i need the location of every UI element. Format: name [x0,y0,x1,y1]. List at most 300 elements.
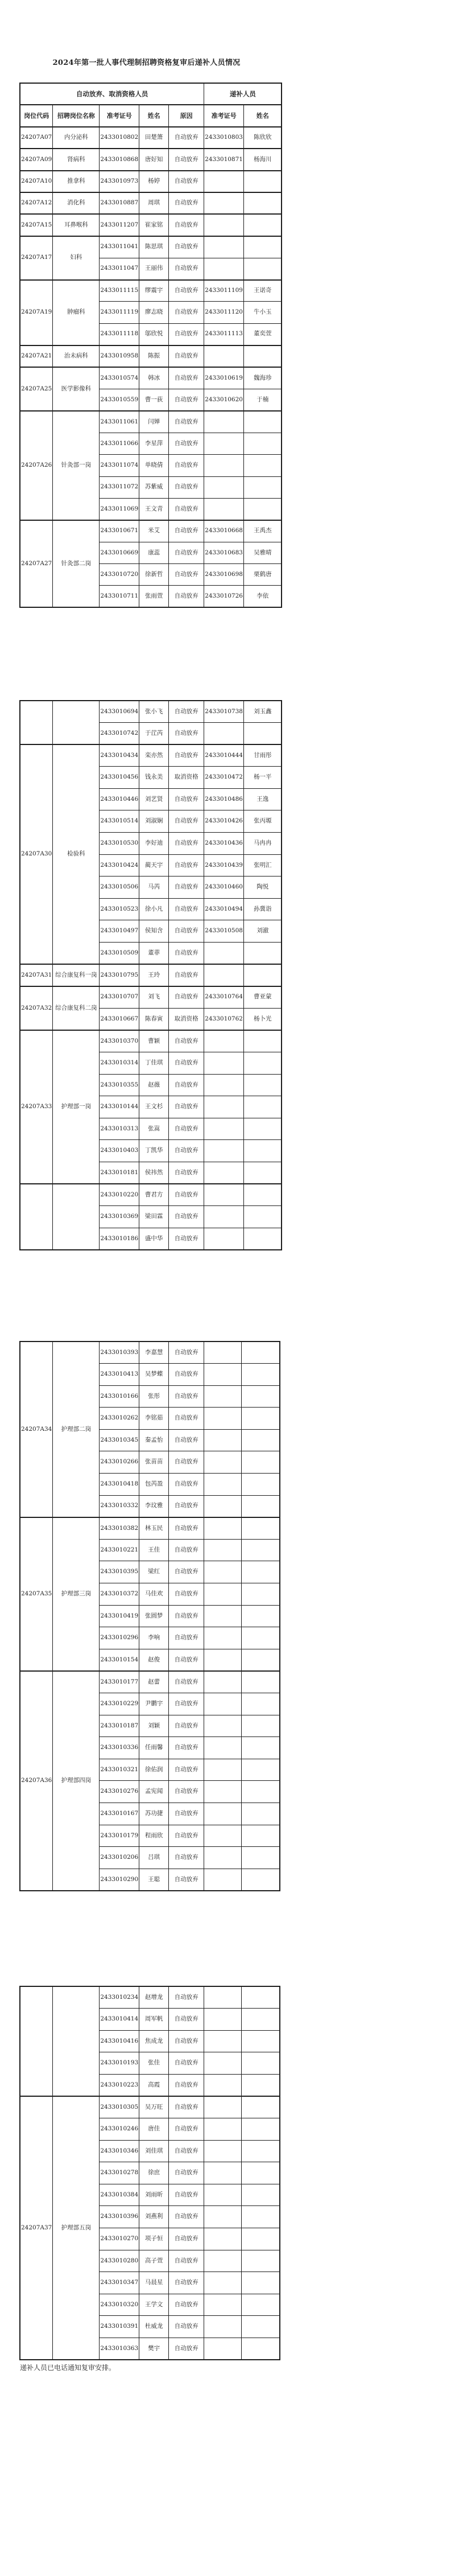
reason-cell: 自动放弃 [169,1847,204,1869]
ticket-number-cell: 2433011041 [100,236,139,258]
ticket-number-cell: 2433010372 [100,1583,139,1606]
supplement-name-cell [242,1539,280,1561]
candidate-name-cell: 张佳 [139,2052,169,2075]
position-title-cell: 护理部五岗 [53,2096,100,2360]
position-code-cell: 24207A35 [20,1517,53,1671]
reason-cell: 自动放弃 [169,127,204,149]
supplement-name-cell: 刘玉鑫 [243,701,282,723]
group-header-giveup: 自动放弃、取消资格人员 [20,83,204,105]
candidate-name-cell: 刘雨昕 [139,2184,169,2206]
supplement-ticket-cell [204,1074,244,1096]
candidate-name-cell: 赵薇 [139,1074,169,1096]
candidate-name-cell: 马芮 [139,877,169,899]
candidate-name-cell: 李嘉慧 [139,1342,169,1364]
candidate-name-cell: 刘燕利 [139,2206,169,2228]
supplement-ticket-cell: 2433010764 [204,986,244,1009]
position-title-cell: 肿瘤科 [53,280,100,345]
ticket-number-cell: 2433010336 [100,1737,139,1759]
candidate-name-cell: 吕琪 [139,1847,169,1869]
supplement-ticket-cell: 2433011120 [204,302,244,323]
supplement-name-cell [243,723,282,745]
candidate-name-cell: 田楚箫 [139,127,169,149]
supplement-name-cell [242,2118,280,2141]
ticket-number-cell: 2433010179 [100,1825,139,1847]
supplement-name-cell: 陶悦 [243,877,282,899]
supplement-ticket-cell [204,2118,242,2141]
supplement-name-cell [242,1715,280,1737]
ticket-number-cell: 2433010166 [100,1385,139,1408]
reason-cell: 自动放弃 [169,2140,204,2162]
candidate-name-cell: 王学文 [139,2294,169,2316]
reason-cell: 自动放弃 [169,1451,204,1474]
supplement-ticket-cell [204,1030,244,1052]
reason-cell: 自动放弃 [169,1052,204,1075]
table-row [20,280,282,302]
supplement-ticket-cell [204,455,244,476]
position-code-cell: 24207A25 [20,367,53,411]
supplement-name-cell [243,455,282,476]
candidate-name-cell: 杨婷 [139,171,169,192]
position-title-cell: 医学影像科 [53,367,100,411]
candidate-name-cell: 单晓倩 [139,455,169,476]
supplement-ticket-cell [204,2228,242,2250]
position-code-cell: 24207A21 [20,345,53,367]
ticket-number-cell: 2433011119 [100,302,139,323]
reason-cell: 自动放弃 [169,833,204,855]
supplement-name-cell [242,2184,280,2206]
supplement-name-cell [242,1693,280,1715]
supplement-name-cell [243,258,282,279]
column-header-6: 姓名 [243,105,282,126]
ticket-number-cell: 2433010321 [100,1759,139,1781]
supplement-ticket-cell [204,1118,244,1140]
reason-cell: 自动放弃 [169,1583,204,1606]
ticket-number-cell: 2433010314 [100,1052,139,1075]
supplement-name-cell [242,1342,280,1364]
reason-cell: 自动放弃 [169,1184,204,1206]
table-row [20,1671,280,1693]
reason-cell: 自动放弃 [169,1649,204,1671]
reason-cell: 自动放弃 [169,2206,204,2228]
reason-cell: 自动放弃 [169,542,204,563]
position-title-cell [53,701,100,744]
reason-cell: 自动放弃 [169,192,204,214]
column-header-1: 招聘岗位名称 [53,105,100,126]
reason-cell: 自动放弃 [169,1474,204,1496]
ticket-number-cell: 2433010523 [100,898,139,920]
supplement-ticket-cell: 2433010620 [204,389,244,410]
results-table-page-3 [19,1341,280,1891]
supplement-ticket-cell: 2433010726 [204,586,244,607]
ticket-number-cell: 2433010413 [100,1364,139,1386]
ticket-number-cell: 2433010276 [100,1781,139,1803]
candidate-name-cell: 程雨欣 [139,1825,169,1847]
supplement-name-cell: 张明汇 [243,854,282,877]
supplement-name-cell: 陈欣欣 [243,127,282,149]
supplement-name-cell [243,1052,282,1075]
supplement-name-cell [242,1869,280,1891]
supplement-name-cell [242,1385,280,1408]
reason-cell: 自动放弃 [169,1539,204,1561]
supplement-ticket-cell [204,171,244,192]
candidate-name-cell: 焦成龙 [139,2030,169,2052]
supplement-ticket-cell [204,1693,242,1715]
candidate-name-cell: 王聪 [139,1869,169,1891]
reason-cell: 自动放弃 [169,302,204,323]
supplement-ticket-cell [204,1408,242,1430]
supplement-ticket-cell [204,1342,242,1364]
position-code-cell [20,701,53,744]
reason-cell: 自动放弃 [169,564,204,586]
candidate-name-cell: 曹君方 [139,1184,169,1206]
supplement-name-cell [242,1803,280,1825]
supplement-ticket-cell [204,1605,242,1627]
supplement-ticket-cell [204,1429,242,1451]
position-title-cell: 针灸部一岗 [53,411,100,520]
candidate-name-cell: 梁红 [139,1561,169,1583]
position-code-cell: 24207A09 [20,149,53,170]
candidate-name-cell: 周军帆 [139,2009,169,2031]
ticket-number-cell: 2433010144 [100,1096,139,1118]
candidate-name-cell: 唐佳 [139,2118,169,2141]
supplement-ticket-cell [204,1052,244,1075]
supplement-ticket-cell: 2433010436 [204,833,244,855]
position-title-cell: 综合康复科一岗 [53,964,100,986]
supplement-name-cell [242,1474,280,1496]
supplement-name-cell: 杨卜光 [243,1008,282,1030]
supplement-name-cell: 吴雅晴 [243,542,282,563]
supplement-ticket-cell: 2433011109 [204,280,244,302]
ticket-number-cell: 2433010456 [100,767,139,789]
ticket-number-cell: 2433010278 [100,2162,139,2184]
ticket-number-cell: 2433010369 [100,1206,139,1228]
supplement-name-cell [242,1451,280,1474]
supplement-name-cell [242,2272,280,2294]
ticket-number-cell: 2433010262 [100,1408,139,1430]
candidate-name-cell: 李星萍 [139,433,169,454]
supplement-ticket-cell: 2433010698 [204,564,244,586]
position-title-cell: 护理部二岗 [53,1342,100,1517]
supplement-ticket-cell [204,411,244,433]
ticket-number-cell: 2433010220 [100,1184,139,1206]
reason-cell: 自动放弃 [169,411,204,433]
ticket-number-cell: 2433010221 [100,1539,139,1561]
supplement-name-cell: 栗鹤唐 [243,564,282,586]
ticket-number-cell: 2433010868 [100,149,139,170]
candidate-name-cell: 张彤 [139,1385,169,1408]
candidate-name-cell: 张小飞 [139,701,169,723]
candidate-name-cell: 梁田霖 [139,1206,169,1228]
supplement-ticket-cell: 2433010444 [204,744,244,767]
supplement-name-cell [242,1825,280,1847]
reason-cell: 自动放弃 [169,1074,204,1096]
candidate-name-cell: 崔家铭 [139,214,169,236]
supplement-ticket-cell [204,1495,242,1517]
ticket-number-cell: 2433010370 [100,1030,139,1052]
supplement-name-cell [243,964,282,986]
ticket-number-cell: 2433010177 [100,1671,139,1693]
supplement-name-cell [242,1649,280,1671]
supplement-name-cell [242,1627,280,1649]
ticket-number-cell: 2433010694 [100,701,139,723]
supplement-name-cell [242,1561,280,1583]
candidate-name-cell: 徐佑润 [139,1759,169,1781]
position-code-cell: 24207A37 [20,2096,53,2360]
candidate-name-cell: 唐好知 [139,149,169,170]
supplement-ticket-cell: 2433010426 [204,810,244,833]
reason-cell: 自动放弃 [169,149,204,170]
supplement-ticket-cell [204,1847,242,1869]
supplement-name-cell [243,411,282,433]
supplement-ticket-cell: 2433010762 [204,1008,244,1030]
column-header-row [20,105,282,126]
ticket-number-cell: 2433010347 [100,2272,139,2294]
candidate-name-cell: 韩冰 [139,367,169,389]
supplement-name-cell: 孙冀诣 [243,898,282,920]
candidate-name-cell: 张苗苗 [139,1451,169,1474]
ticket-number-cell: 2433010802 [100,127,139,149]
reason-cell: 自动放弃 [169,345,204,367]
ticket-number-cell: 2433010424 [100,854,139,877]
position-title-cell: 护理部四岗 [53,1671,100,1891]
supplement-ticket-cell: 2433010803 [204,127,244,149]
candidate-name-cell: 蔺天宇 [139,854,169,877]
supplement-ticket-cell [204,1583,242,1606]
reason-cell: 自动放弃 [169,810,204,833]
reason-cell: 自动放弃 [169,236,204,258]
ticket-number-cell: 2433010246 [100,2118,139,2141]
candidate-name-cell: 刘佳琪 [139,2140,169,2162]
candidate-name-cell: 杜威龙 [139,2316,169,2338]
reason-cell: 自动放弃 [169,2294,204,2316]
column-header-4: 原因 [169,105,204,126]
ticket-number-cell: 2433010887 [100,192,139,214]
supplement-ticket-cell [204,433,244,454]
position-code-cell: 24207A26 [20,411,53,520]
supplement-name-cell [243,192,282,214]
ticket-number-cell: 2433010530 [100,833,139,855]
candidate-name-cell: 赵蕾 [139,1671,169,1693]
reason-cell: 自动放弃 [169,1605,204,1627]
candidate-name-cell: 陈振 [139,345,169,367]
supplement-ticket-cell: 2433010486 [204,788,244,810]
reason-cell: 自动放弃 [169,877,204,899]
supplement-ticket-cell [204,2272,242,2294]
reason-cell: 自动放弃 [169,1364,204,1386]
reason-cell: 自动放弃 [169,701,204,723]
ticket-number-cell: 2433010446 [100,788,139,810]
table-row [20,236,282,258]
supplement-name-cell [243,214,282,236]
ticket-number-cell: 2433010280 [100,2250,139,2272]
supplement-name-cell [243,1206,282,1228]
candidate-name-cell: 盛中华 [139,1228,169,1250]
ticket-number-cell: 2433010345 [100,1429,139,1451]
results-table-page-2 [19,700,282,1250]
supplement-name-cell [243,1030,282,1052]
reason-cell: 自动放弃 [169,2184,204,2206]
supplement-ticket-cell [204,498,244,520]
group-header-row [20,83,282,105]
ticket-number-cell: 2433011074 [100,455,139,476]
candidate-name-cell: 曹一荻 [139,389,169,410]
supplement-ticket-cell [204,236,244,258]
supplement-ticket-cell [204,476,244,498]
candidate-name-cell: 邬欣悦 [139,323,169,345]
supplement-name-cell [243,476,282,498]
candidate-name-cell: 苏功捷 [139,1803,169,1825]
supplement-ticket-cell [204,2294,242,2316]
candidate-name-cell: 于茳芮 [139,723,169,745]
candidate-name-cell: 王文青 [139,498,169,520]
position-title-cell: 综合康复科二岗 [53,986,100,1030]
candidate-name-cell: 栾亦然 [139,744,169,767]
reason-cell: 自动放弃 [169,1737,204,1759]
supplement-ticket-cell [204,2009,242,2031]
ticket-number-cell: 2433010434 [100,744,139,767]
reason-cell: 自动放弃 [169,1495,204,1517]
supplement-name-cell [242,2338,280,2360]
ticket-number-cell: 2433010320 [100,2294,139,2316]
supplement-name-cell [242,2316,280,2338]
ticket-number-cell: 2433011118 [100,323,139,345]
supplement-ticket-cell [204,964,244,986]
ticket-number-cell: 2433010382 [100,1517,139,1540]
supplement-ticket-cell [204,2162,242,2184]
candidate-name-cell: 高霞 [139,2074,169,2096]
reason-cell: 自动放弃 [169,520,204,542]
reason-cell: 自动放弃 [169,280,204,302]
supplement-ticket-cell [204,1474,242,1496]
reason-cell: 自动放弃 [169,1986,204,2009]
reason-cell: 自动放弃 [169,854,204,877]
supplement-name-cell: 于楠 [243,389,282,410]
reason-cell: 自动放弃 [169,586,204,607]
ticket-number-cell: 2433010223 [100,2074,139,2096]
reason-cell: 自动放弃 [169,2316,204,2338]
ticket-number-cell: 2433010514 [100,810,139,833]
ticket-number-cell: 2433010270 [100,2228,139,2250]
candidate-name-cell: 任雨馨 [139,1737,169,1759]
ticket-number-cell: 2433010958 [100,345,139,367]
reason-cell: 自动放弃 [169,1429,204,1451]
reason-cell: 自动放弃 [169,2118,204,2141]
ticket-number-cell: 2433011047 [100,258,139,279]
supplement-name-cell: 杨海川 [243,149,282,170]
reason-cell: 自动放弃 [169,1206,204,1228]
reason-cell: 自动放弃 [169,2052,204,2075]
reason-cell: 自动放弃 [169,986,204,1009]
supplement-name-cell [242,2074,280,2096]
candidate-name-cell: 吴梦蝶 [139,1364,169,1386]
ticket-number-cell: 2433010229 [100,1693,139,1715]
position-code-cell: 24207A34 [20,1342,53,1517]
supplement-ticket-cell: 2433011113 [204,323,244,345]
reason-cell: 自动放弃 [169,920,204,943]
supplement-name-cell: 刘澈 [243,920,282,943]
ticket-number-cell: 2433010720 [100,564,139,586]
ticket-number-cell: 2433010355 [100,1074,139,1096]
position-code-cell [20,1184,53,1250]
supplement-ticket-cell [204,1627,242,1649]
ticket-number-cell: 2433010384 [100,2184,139,2206]
supplement-name-cell [242,2228,280,2250]
supplement-name-cell [242,2162,280,2184]
supplement-ticket-cell: 2433010439 [204,854,244,877]
supplement-ticket-cell [204,2030,242,2052]
supplement-name-cell: 杨一平 [243,767,282,789]
table-row [20,192,282,214]
ticket-number-cell: 2433010290 [100,1869,139,1891]
ticket-number-cell: 2433010187 [100,1715,139,1737]
supplement-name-cell: 王禹杰 [243,520,282,542]
position-code-cell: 24207A32 [20,986,53,1030]
position-title-cell: 护理部三岗 [53,1517,100,1671]
supplement-name-cell [242,1429,280,1451]
supplement-name-cell [242,1986,280,2009]
ticket-number-cell: 2433010186 [100,1228,139,1250]
ticket-number-cell: 2433010707 [100,986,139,1009]
position-title-cell: 肾病科 [53,149,100,170]
reason-cell: 自动放弃 [169,1118,204,1140]
column-header-0: 岗位代码 [20,105,53,126]
reason-cell: 自动放弃 [169,433,204,454]
supplement-name-cell [242,2294,280,2316]
ticket-number-cell: 2433010506 [100,877,139,899]
supplement-ticket-cell: 2433010683 [204,542,244,563]
reason-cell: 自动放弃 [169,1781,204,1803]
supplement-name-cell: 马冉冉 [243,833,282,855]
table-row [20,1986,280,2009]
reason-cell: 自动放弃 [169,2030,204,2052]
supplement-name-cell [242,2030,280,2052]
reason-cell: 自动放弃 [169,389,204,410]
table-row [20,1030,282,1052]
candidate-name-cell: 樊宇 [139,2338,169,2360]
reason-cell: 自动放弃 [169,788,204,810]
ticket-number-cell: 2433010193 [100,2052,139,2075]
ticket-number-cell: 2433010346 [100,2140,139,2162]
table-row [20,411,282,433]
ticket-number-cell: 2433010305 [100,2096,139,2118]
candidate-name-cell: 张嵩 [139,1118,169,1140]
position-title-cell: 治未病科 [53,345,100,367]
table-row [20,1342,280,1364]
supplement-name-cell: 董奕萱 [243,323,282,345]
supplement-name-cell [243,1118,282,1140]
reason-cell: 自动放弃 [169,1140,204,1162]
supplement-ticket-cell [204,1228,244,1250]
candidate-name-cell: 刘艺贤 [139,788,169,810]
reason-cell: 自动放弃 [169,1030,204,1052]
supplement-ticket-cell: 2433010668 [204,520,244,542]
reason-cell: 自动放弃 [169,1803,204,1825]
reason-cell: 自动放弃 [169,1096,204,1118]
supplement-ticket-cell: 2433010619 [204,367,244,389]
candidate-name-cell: 马佳欢 [139,1583,169,1606]
candidate-name-cell: 包芮盈 [139,1474,169,1496]
supplement-ticket-cell [204,2140,242,2162]
reason-cell: 取消资格 [169,767,204,789]
reason-cell: 自动放弃 [169,367,204,389]
ticket-number-cell: 2433010332 [100,1495,139,1517]
reason-cell: 自动放弃 [169,1671,204,1693]
ticket-number-cell: 2433011072 [100,476,139,498]
column-header-5: 准考证号 [204,105,244,126]
candidate-name-cell: 张圆梦 [139,1605,169,1627]
supplement-name-cell [242,1847,280,1869]
supplement-ticket-cell [204,1096,244,1118]
